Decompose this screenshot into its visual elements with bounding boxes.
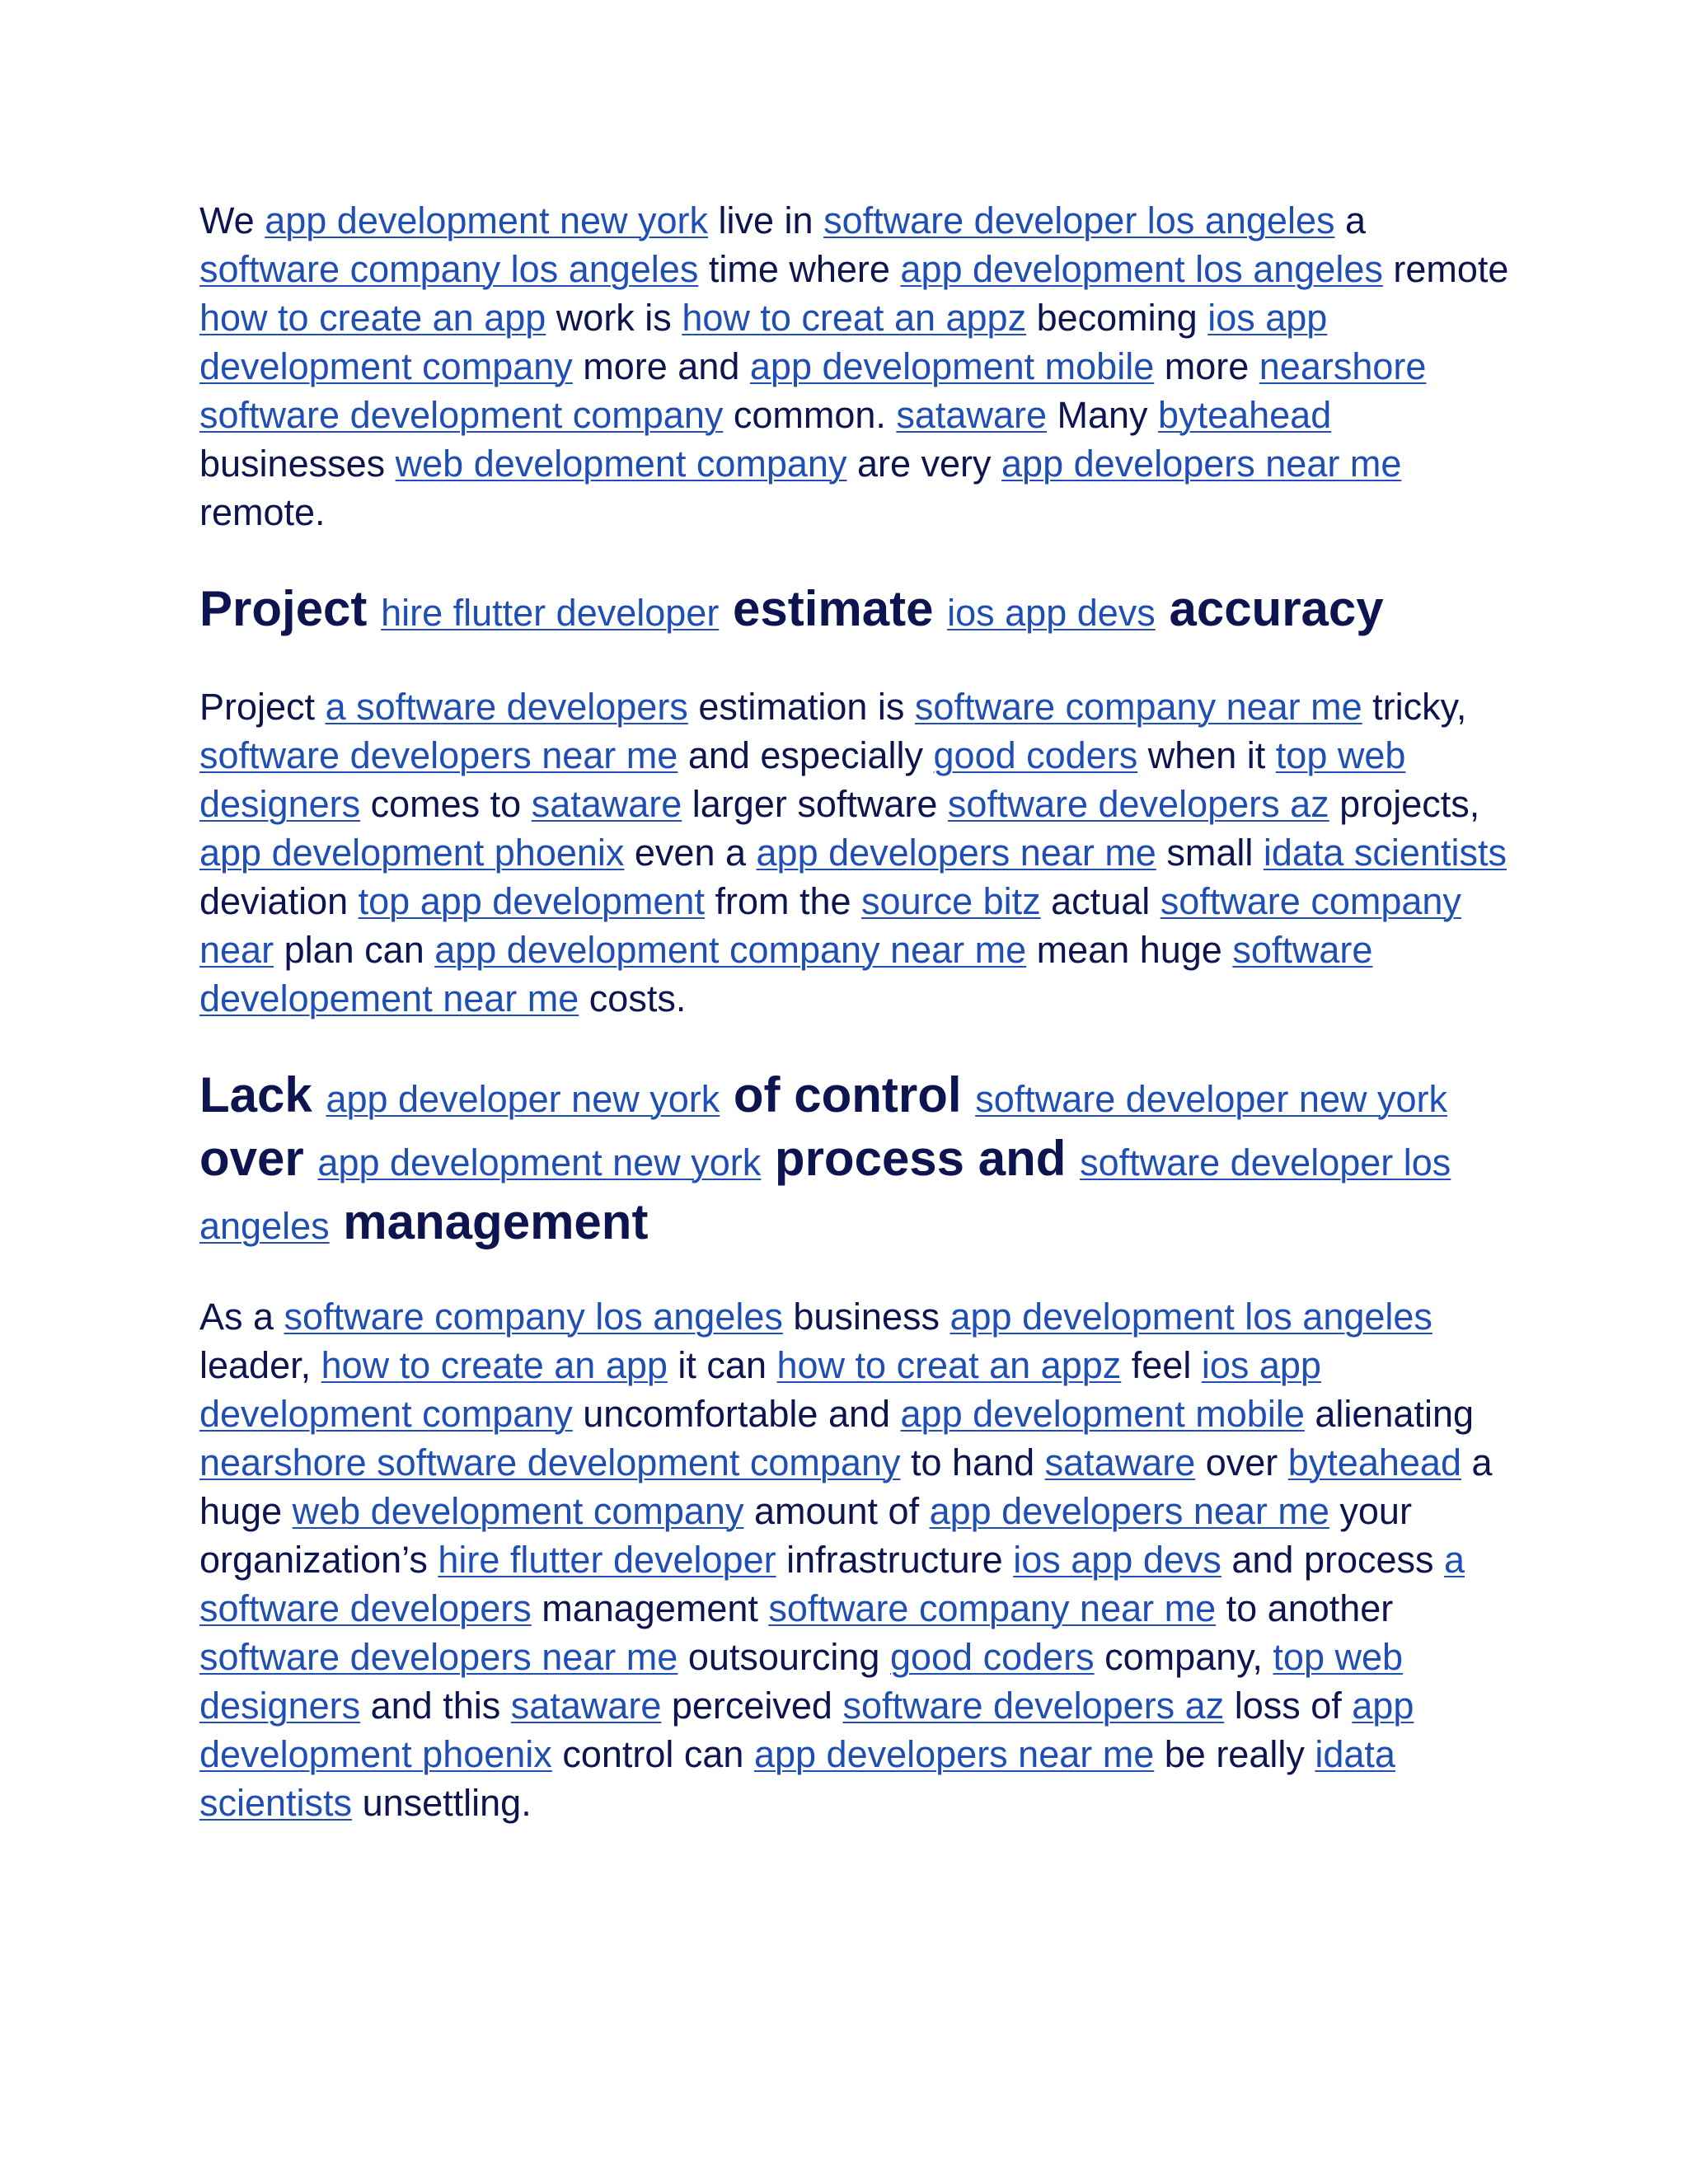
- inline-link[interactable]: app development company near me: [434, 929, 1027, 971]
- inline-link[interactable]: ios app devs: [1013, 1539, 1221, 1581]
- body-text: a huge: [199, 1441, 1493, 1532]
- inline-link[interactable]: sataware: [1044, 1441, 1196, 1483]
- inline-link[interactable]: software company near: [199, 880, 1461, 971]
- inline-link[interactable]: top web designers: [199, 1636, 1404, 1727]
- body-text: tricky,: [1362, 686, 1467, 728]
- heading-project-estimate-accuracy: [199, 579, 1510, 643]
- inline-link[interactable]: software company near me: [914, 686, 1362, 728]
- body-text: of control: [720, 1067, 976, 1122]
- body-text: alienating: [1304, 1393, 1475, 1435]
- inline-link[interactable]: app developers near me: [1001, 443, 1402, 485]
- body-text: time where: [698, 248, 901, 290]
- paragraph-business-leader: [199, 1292, 1510, 1827]
- inline-link[interactable]: a software developers: [325, 686, 688, 728]
- body-text: live in: [708, 199, 824, 241]
- inline-link[interactable]: app development phoenix: [199, 1685, 1414, 1775]
- body-text: amount of: [743, 1490, 930, 1532]
- document-page: [199, 196, 1510, 1827]
- inline-link[interactable]: idata scientists: [1263, 832, 1507, 874]
- inline-link[interactable]: how to create an app: [199, 297, 546, 339]
- inline-link[interactable]: app developers near me: [756, 832, 1156, 874]
- body-text: Many: [1047, 394, 1159, 436]
- inline-link[interactable]: web development company: [395, 443, 847, 485]
- body-text: small: [1156, 832, 1264, 874]
- inline-link[interactable]: how to creat an appz: [776, 1344, 1122, 1386]
- body-text: and especially: [678, 734, 934, 776]
- body-text: uncomfortable and: [572, 1393, 901, 1435]
- body-text: Lack: [199, 1067, 326, 1122]
- body-text: more: [1154, 345, 1259, 387]
- inline-link[interactable]: app developer new york: [326, 1078, 720, 1120]
- body-text: are very: [846, 443, 1002, 485]
- body-text: estimate: [719, 581, 948, 636]
- inline-link[interactable]: byteahead: [1158, 394, 1332, 436]
- inline-link[interactable]: ios app development company: [199, 1344, 1321, 1435]
- body-text: management: [531, 1587, 769, 1629]
- body-text: outsourcing: [678, 1636, 890, 1678]
- body-text: be really: [1154, 1733, 1315, 1775]
- body-text: actual: [1040, 880, 1160, 922]
- body-text: We: [199, 199, 265, 241]
- inline-link[interactable]: software developer los angeles: [823, 199, 1335, 241]
- body-text: control can: [551, 1733, 754, 1775]
- body-text: more and: [572, 345, 750, 387]
- body-text: becoming: [1026, 297, 1208, 339]
- inline-link[interactable]: software developers near me: [199, 734, 678, 776]
- inline-link[interactable]: app developers near me: [753, 1733, 1155, 1775]
- body-text: projects,: [1329, 783, 1480, 825]
- inline-link[interactable]: sataware: [531, 783, 682, 825]
- body-text: it can: [667, 1344, 777, 1386]
- inline-link[interactable]: ios app devs: [947, 592, 1156, 634]
- body-text: deviation: [199, 880, 359, 922]
- body-text: common.: [723, 394, 897, 436]
- inline-link[interactable]: app developers near me: [929, 1490, 1329, 1532]
- inline-link[interactable]: software developers az: [947, 783, 1329, 825]
- inline-link[interactable]: software developer los angeles: [199, 1141, 1451, 1247]
- body-text: mean huge: [1026, 929, 1233, 971]
- body-text: infrastructure: [776, 1539, 1014, 1581]
- body-text: and this: [360, 1685, 511, 1727]
- body-text: loss of: [1224, 1685, 1353, 1727]
- body-text: process and: [761, 1131, 1081, 1186]
- inline-link[interactable]: how to create an app: [321, 1344, 668, 1386]
- inline-link[interactable]: web development company: [292, 1490, 744, 1532]
- body-text: estimation is: [687, 686, 915, 728]
- inline-link[interactable]: top app development: [358, 880, 705, 922]
- body-text: As a: [199, 1296, 284, 1338]
- body-text: remote: [1382, 248, 1509, 290]
- inline-link[interactable]: software company los angeles: [284, 1296, 783, 1338]
- inline-link[interactable]: software developers az: [842, 1685, 1225, 1727]
- inline-link[interactable]: software developement near me: [199, 929, 1373, 1019]
- inline-link[interactable]: app development los angeles: [950, 1296, 1432, 1338]
- inline-link[interactable]: app development mobile: [749, 345, 1155, 387]
- body-text: company,: [1094, 1636, 1273, 1678]
- body-text: and process: [1221, 1539, 1445, 1581]
- body-text: over: [1195, 1441, 1288, 1483]
- body-text: unsettling.: [352, 1782, 532, 1824]
- body-text: over: [199, 1131, 318, 1186]
- inline-link[interactable]: software company near me: [768, 1587, 1217, 1629]
- body-text: comes to: [360, 783, 532, 825]
- inline-link[interactable]: software developer new york: [975, 1078, 1447, 1120]
- inline-link[interactable]: sataware: [510, 1685, 662, 1727]
- inline-link[interactable]: software developers near me: [199, 1636, 678, 1678]
- body-text: feel: [1121, 1344, 1202, 1386]
- body-text: your organization’s: [199, 1490, 1412, 1581]
- inline-link[interactable]: top web designers: [199, 734, 1406, 825]
- inline-link[interactable]: hire flutter developer: [438, 1539, 776, 1581]
- body-text: remote.: [199, 491, 326, 533]
- body-text: even a: [624, 832, 757, 874]
- body-text: from the: [704, 880, 862, 922]
- body-text: perceived: [661, 1685, 843, 1727]
- inline-link[interactable]: byteahead: [1287, 1441, 1461, 1483]
- body-text: costs.: [579, 977, 687, 1019]
- body-text: accuracy: [1155, 581, 1384, 636]
- inline-link[interactable]: app development new york: [317, 1141, 762, 1183]
- inline-link[interactable]: software company los angeles: [199, 248, 699, 290]
- inline-link[interactable]: app development phoenix: [199, 832, 625, 874]
- paragraph-remote-work: [199, 196, 1510, 537]
- body-text: business: [782, 1296, 950, 1338]
- inline-link[interactable]: good coders: [889, 1636, 1095, 1678]
- body-text: a: [1334, 199, 1367, 241]
- inline-link[interactable]: app development new york: [265, 199, 709, 241]
- inline-link[interactable]: source bitz: [861, 880, 1041, 922]
- body-text: when it: [1137, 734, 1276, 776]
- paragraph-project-estimation: [199, 682, 1510, 1023]
- body-text: leader,: [199, 1344, 321, 1386]
- body-text: management: [329, 1194, 649, 1249]
- heading-lack-of-control: [199, 1066, 1510, 1256]
- inline-link[interactable]: app development los angeles: [900, 248, 1383, 290]
- inline-link[interactable]: a software developers: [199, 1539, 1465, 1629]
- body-text: to hand: [900, 1441, 1045, 1483]
- inline-link[interactable]: how to creat an appz: [682, 297, 1027, 339]
- inline-link[interactable]: nearshore software development company: [199, 345, 1427, 436]
- inline-link[interactable]: sataware: [896, 394, 1047, 436]
- body-text: larger software: [682, 783, 948, 825]
- inline-link[interactable]: good coders: [933, 734, 1138, 776]
- inline-link[interactable]: app development mobile: [900, 1393, 1305, 1435]
- body-text: Project: [199, 581, 382, 636]
- inline-link[interactable]: hire flutter developer: [381, 592, 720, 634]
- body-text: Project: [199, 686, 326, 728]
- inline-link[interactable]: idata scientists: [199, 1733, 1395, 1824]
- body-text: to another: [1216, 1587, 1394, 1629]
- inline-link[interactable]: ios app development company: [199, 297, 1328, 387]
- inline-link[interactable]: nearshore software development company: [199, 1441, 901, 1483]
- body-text: businesses: [199, 443, 396, 485]
- body-text: work is: [546, 297, 682, 339]
- body-text: plan can: [274, 929, 435, 971]
